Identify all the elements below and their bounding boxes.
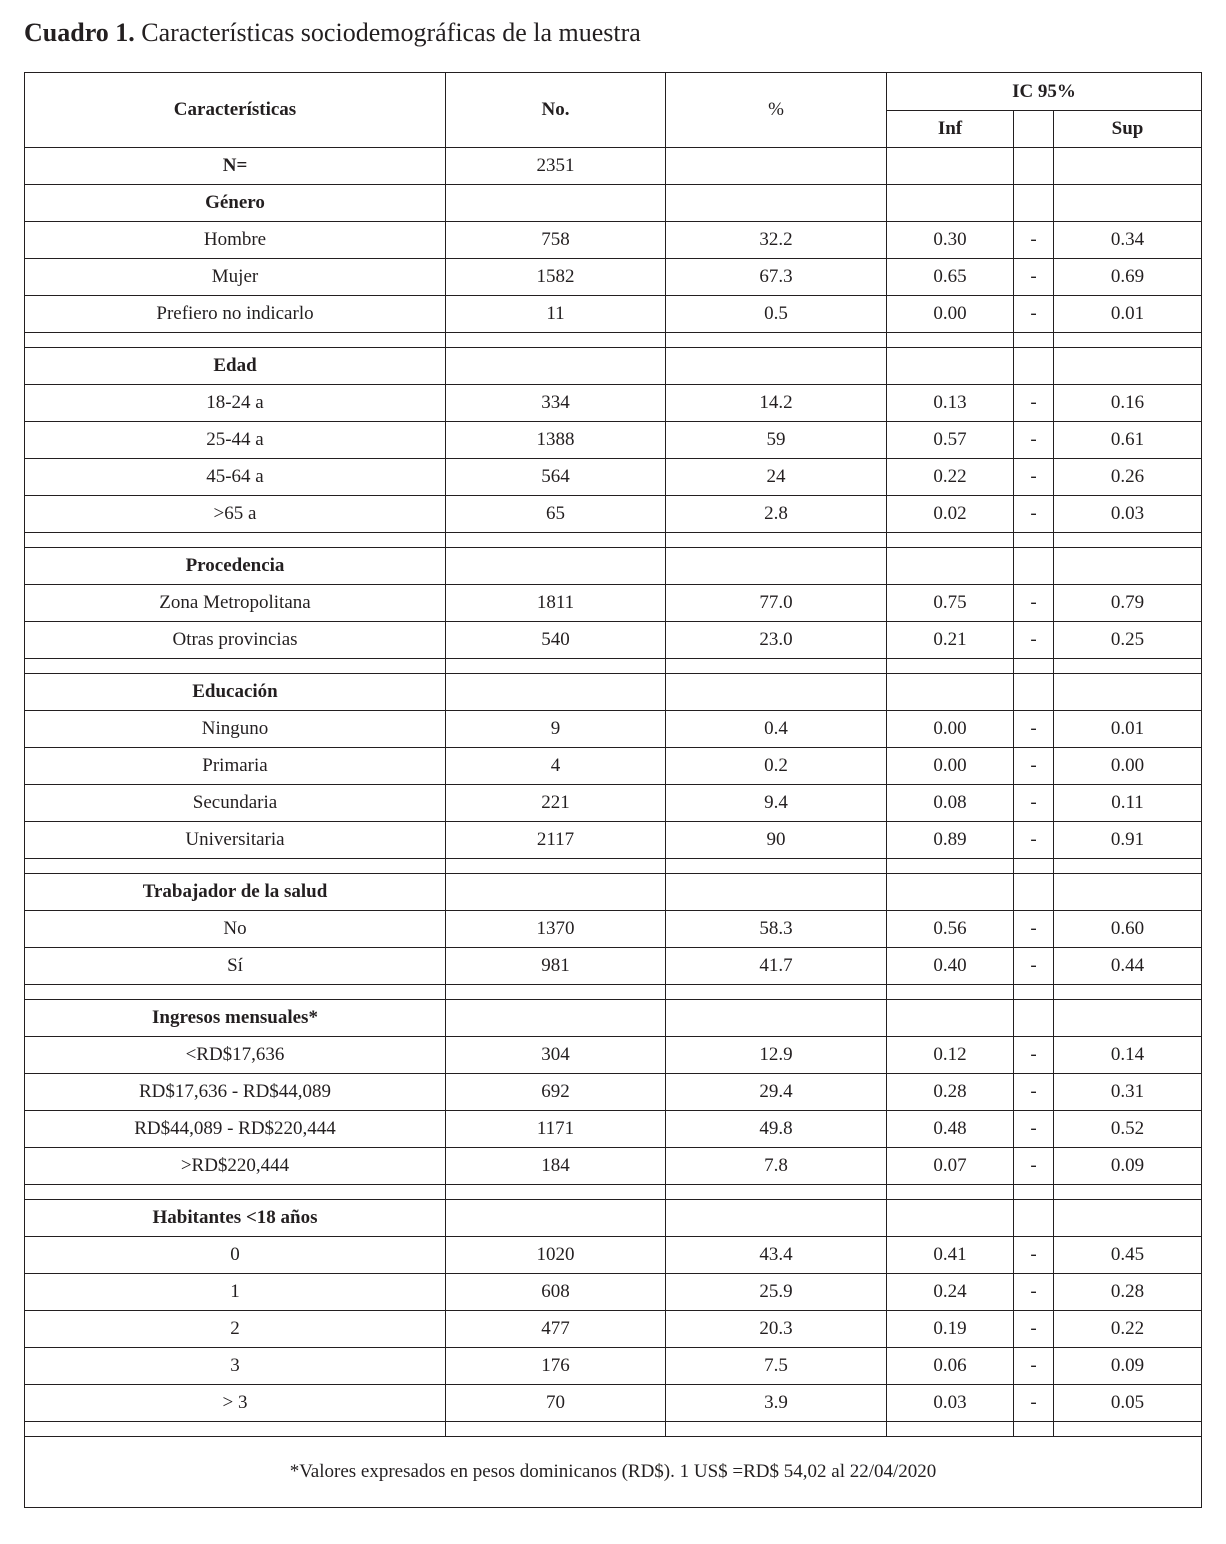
- cell-dash: -: [1014, 1111, 1054, 1148]
- footnote: *Valores expresados en pesos dominicanos (RD$). 1 US$ =RD$ 54,02 al 22/04/2020: [25, 1437, 1202, 1508]
- cell-label: 18-24 a: [25, 385, 446, 422]
- cell-sup: 0.34: [1054, 222, 1202, 259]
- spacer-row: [25, 533, 1202, 548]
- table-row: [25, 1074, 1202, 1111]
- cell-label: Sí: [25, 948, 446, 985]
- cell-dash: -: [1014, 296, 1054, 333]
- cell-inf: 0.56: [887, 911, 1014, 948]
- cell-dash: -: [1014, 1074, 1054, 1111]
- cell-label: 3: [25, 1348, 446, 1385]
- n-value: 2351: [446, 148, 666, 185]
- cell-sup: 0.28: [1054, 1274, 1202, 1311]
- cell-pct: 25.9: [666, 1274, 887, 1311]
- cell-inf: 0.02: [887, 496, 1014, 533]
- section-title: Habitantes <18 años: [25, 1200, 446, 1237]
- cell-pct: 32.2: [666, 222, 887, 259]
- cell-pct: 23.0: [666, 622, 887, 659]
- cell-inf: 0.28: [887, 1074, 1014, 1111]
- section-title: Ingresos mensuales*: [25, 1000, 446, 1037]
- cell-inf: 0.08: [887, 785, 1014, 822]
- cell-label: No: [25, 911, 446, 948]
- cell-label: Prefiero no indicarlo: [25, 296, 446, 333]
- cell-inf: 0.65: [887, 259, 1014, 296]
- cell-no: 70: [446, 1385, 666, 1422]
- cell-dash: -: [1014, 822, 1054, 859]
- table-row: [25, 1237, 1202, 1274]
- cell-pct: 24: [666, 459, 887, 496]
- cell-sup: 0.61: [1054, 422, 1202, 459]
- cell-sup: 0.26: [1054, 459, 1202, 496]
- section-title: Educación: [25, 674, 446, 711]
- cell-label: 2: [25, 1311, 446, 1348]
- cell-pct: 77.0: [666, 585, 887, 622]
- section-title: Edad: [25, 348, 446, 385]
- cell-dash: -: [1014, 585, 1054, 622]
- header-sup: Sup: [1054, 111, 1202, 148]
- table-title: [24, 16, 641, 50]
- cell-sup: 0.22: [1054, 1311, 1202, 1348]
- cell-no: 2117: [446, 822, 666, 859]
- cell-dash: -: [1014, 1311, 1054, 1348]
- cell-no: 1811: [446, 585, 666, 622]
- cell-no: 1020: [446, 1237, 666, 1274]
- cell-sup: 0.91: [1054, 822, 1202, 859]
- header-dash-col: [1014, 111, 1054, 148]
- cell-inf: 0.24: [887, 1274, 1014, 1311]
- cell-label: RD$44,089 - RD$220,444: [25, 1111, 446, 1148]
- cell-inf: 0.12: [887, 1037, 1014, 1074]
- cell-sup: 0.03: [1054, 496, 1202, 533]
- cell-dash: -: [1014, 1237, 1054, 1274]
- cell-label: Ninguno: [25, 711, 446, 748]
- header-no: No.: [446, 73, 666, 148]
- cell-inf: 0.00: [887, 296, 1014, 333]
- cell-inf: 0.57: [887, 422, 1014, 459]
- table-row: [25, 1311, 1202, 1348]
- cell-no: 477: [446, 1311, 666, 1348]
- table-row: [25, 1037, 1202, 1074]
- cell-label: 45-64 a: [25, 459, 446, 496]
- cell-no: 221: [446, 785, 666, 822]
- cell-pct: 90: [666, 822, 887, 859]
- cell-label: >65 a: [25, 496, 446, 533]
- cell-label: Hombre: [25, 222, 446, 259]
- cell-dash: -: [1014, 948, 1054, 985]
- cell-no: 608: [446, 1274, 666, 1311]
- table-row: [25, 711, 1202, 748]
- cell-sup: 0.69: [1054, 259, 1202, 296]
- cell-dash: -: [1014, 1037, 1054, 1074]
- section-title: Trabajador de la salud: [25, 874, 446, 911]
- cell-pct: 29.4: [666, 1074, 887, 1111]
- table-row: [25, 1148, 1202, 1185]
- cell-label: 0: [25, 1237, 446, 1274]
- table-row: [25, 1348, 1202, 1385]
- cell-label: <RD$17,636: [25, 1037, 446, 1074]
- cell-pct: 3.9: [666, 1385, 887, 1422]
- cell-dash: -: [1014, 459, 1054, 496]
- cell-label: > 3: [25, 1385, 446, 1422]
- cell-no: 304: [446, 1037, 666, 1074]
- cell-inf: 0.07: [887, 1148, 1014, 1185]
- cell-inf: 0.41: [887, 1237, 1014, 1274]
- section-title: Procedencia: [25, 548, 446, 585]
- table-title-label: Cuadro 1.: [24, 18, 135, 47]
- n-label: N=: [25, 148, 446, 185]
- cell-pct: 43.4: [666, 1237, 887, 1274]
- cell-no: 1370: [446, 911, 666, 948]
- cell-inf: 0.48: [887, 1111, 1014, 1148]
- cell-pct: 0.2: [666, 748, 887, 785]
- cell-no: 65: [446, 496, 666, 533]
- cell-sup: 0.60: [1054, 911, 1202, 948]
- cell-pct: 58.3: [666, 911, 887, 948]
- section-title: Género: [25, 185, 446, 222]
- cell-sup: 0.79: [1054, 585, 1202, 622]
- section-header-row: [25, 1000, 1202, 1037]
- cell-inf: 0.30: [887, 222, 1014, 259]
- cell-dash: -: [1014, 1348, 1054, 1385]
- cell-inf: 0.03: [887, 1385, 1014, 1422]
- table-row: [25, 222, 1202, 259]
- cell-pct: 7.5: [666, 1348, 887, 1385]
- cell-pct: 0.4: [666, 711, 887, 748]
- table-row: [25, 459, 1202, 496]
- cell-pct: 2.8: [666, 496, 887, 533]
- cell-dash: -: [1014, 496, 1054, 533]
- cell-sup: 0.31: [1054, 1074, 1202, 1111]
- spacer-row: [25, 1422, 1202, 1437]
- cell-pct: 59: [666, 422, 887, 459]
- cell-sup: 0.09: [1054, 1148, 1202, 1185]
- section-header-row: [25, 348, 1202, 385]
- cell-sup: 0.25: [1054, 622, 1202, 659]
- cell-no: 334: [446, 385, 666, 422]
- cell-no: 11: [446, 296, 666, 333]
- table-row: [25, 785, 1202, 822]
- cell-pct: 14.2: [666, 385, 887, 422]
- cell-sup: 0.14: [1054, 1037, 1202, 1074]
- cell-inf: 0.19: [887, 1311, 1014, 1348]
- cell-sup: 0.44: [1054, 948, 1202, 985]
- cell-no: 1171: [446, 1111, 666, 1148]
- cell-label: Zona Metropolitana: [25, 585, 446, 622]
- cell-inf: 0.00: [887, 748, 1014, 785]
- cell-dash: -: [1014, 1274, 1054, 1311]
- section-header-row: [25, 185, 1202, 222]
- cell-pct: 41.7: [666, 948, 887, 985]
- cell-no: 758: [446, 222, 666, 259]
- section-header-row: [25, 548, 1202, 585]
- spacer-row: [25, 333, 1202, 348]
- table-row: [25, 622, 1202, 659]
- cell-no: 564: [446, 459, 666, 496]
- cell-no: 176: [446, 1348, 666, 1385]
- table-row: [25, 422, 1202, 459]
- cell-inf: 0.21: [887, 622, 1014, 659]
- table-row: [25, 1274, 1202, 1311]
- cell-label: RD$17,636 - RD$44,089: [25, 1074, 446, 1111]
- cell-inf: 0.06: [887, 1348, 1014, 1385]
- cell-pct: 67.3: [666, 259, 887, 296]
- cell-no: 4: [446, 748, 666, 785]
- cell-label: Primaria: [25, 748, 446, 785]
- cell-no: 1582: [446, 259, 666, 296]
- cell-inf: 0.89: [887, 822, 1014, 859]
- table-row: [25, 1111, 1202, 1148]
- cell-dash: -: [1014, 748, 1054, 785]
- header-ic: IC 95%: [887, 73, 1202, 111]
- cell-pct: 9.4: [666, 785, 887, 822]
- cell-label: Universitaria: [25, 822, 446, 859]
- cell-sup: 0.01: [1054, 711, 1202, 748]
- cell-dash: -: [1014, 911, 1054, 948]
- table-row: [25, 748, 1202, 785]
- cell-dash: -: [1014, 259, 1054, 296]
- cell-dash: -: [1014, 711, 1054, 748]
- section-header-row: [25, 874, 1202, 911]
- section-header-row: [25, 1200, 1202, 1237]
- table-row: [25, 1385, 1202, 1422]
- spacer-row: [25, 859, 1202, 874]
- cell-sup: 0.09: [1054, 1348, 1202, 1385]
- cell-inf: 0.22: [887, 459, 1014, 496]
- table-title-text: Características sociodemográficas de la muestra: [141, 18, 641, 47]
- table-row: [25, 822, 1202, 859]
- spacer-row: [25, 985, 1202, 1000]
- cell-sup: 0.05: [1054, 1385, 1202, 1422]
- cell-sup: 0.16: [1054, 385, 1202, 422]
- cell-dash: -: [1014, 385, 1054, 422]
- cell-sup: 0.52: [1054, 1111, 1202, 1148]
- cell-no: 540: [446, 622, 666, 659]
- cell-label: >RD$220,444: [25, 1148, 446, 1185]
- cell-sup: 0.45: [1054, 1237, 1202, 1274]
- cell-dash: -: [1014, 1148, 1054, 1185]
- cell-inf: 0.00: [887, 711, 1014, 748]
- cell-dash: -: [1014, 785, 1054, 822]
- table-row: [25, 911, 1202, 948]
- cell-label: Otras provincias: [25, 622, 446, 659]
- section-header-row: [25, 674, 1202, 711]
- cell-sup: 0.11: [1054, 785, 1202, 822]
- cell-pct: 7.8: [666, 1148, 887, 1185]
- cell-no: 9: [446, 711, 666, 748]
- cell-sup: 0.01: [1054, 296, 1202, 333]
- table-row: [25, 259, 1202, 296]
- cell-no: 692: [446, 1074, 666, 1111]
- cell-pct: 49.8: [666, 1111, 887, 1148]
- header-caracteristicas: Características: [25, 73, 446, 148]
- table-row: [25, 296, 1202, 333]
- demographics-table: [24, 72, 1202, 1508]
- cell-label: 1: [25, 1274, 446, 1311]
- cell-pct: 0.5: [666, 296, 887, 333]
- spacer-row: [25, 659, 1202, 674]
- cell-label: 25-44 a: [25, 422, 446, 459]
- cell-dash: -: [1014, 422, 1054, 459]
- cell-dash: -: [1014, 222, 1054, 259]
- cell-no: 184: [446, 1148, 666, 1185]
- table-row: [25, 385, 1202, 422]
- spacer-row: [25, 1185, 1202, 1200]
- cell-inf: 0.13: [887, 385, 1014, 422]
- cell-dash: -: [1014, 622, 1054, 659]
- table-row: [25, 585, 1202, 622]
- cell-pct: 12.9: [666, 1037, 887, 1074]
- cell-no: 1388: [446, 422, 666, 459]
- table-row: [25, 496, 1202, 533]
- header-inf: Inf: [887, 111, 1014, 148]
- cell-pct: 20.3: [666, 1311, 887, 1348]
- cell-sup: 0.00: [1054, 748, 1202, 785]
- table-row: [25, 948, 1202, 985]
- cell-inf: 0.40: [887, 948, 1014, 985]
- cell-no: 981: [446, 948, 666, 985]
- cell-label: Secundaria: [25, 785, 446, 822]
- cell-dash: -: [1014, 1385, 1054, 1422]
- cell-inf: 0.75: [887, 585, 1014, 622]
- cell-label: Mujer: [25, 259, 446, 296]
- table-body: [25, 148, 1202, 1437]
- header-pct: %: [666, 73, 887, 148]
